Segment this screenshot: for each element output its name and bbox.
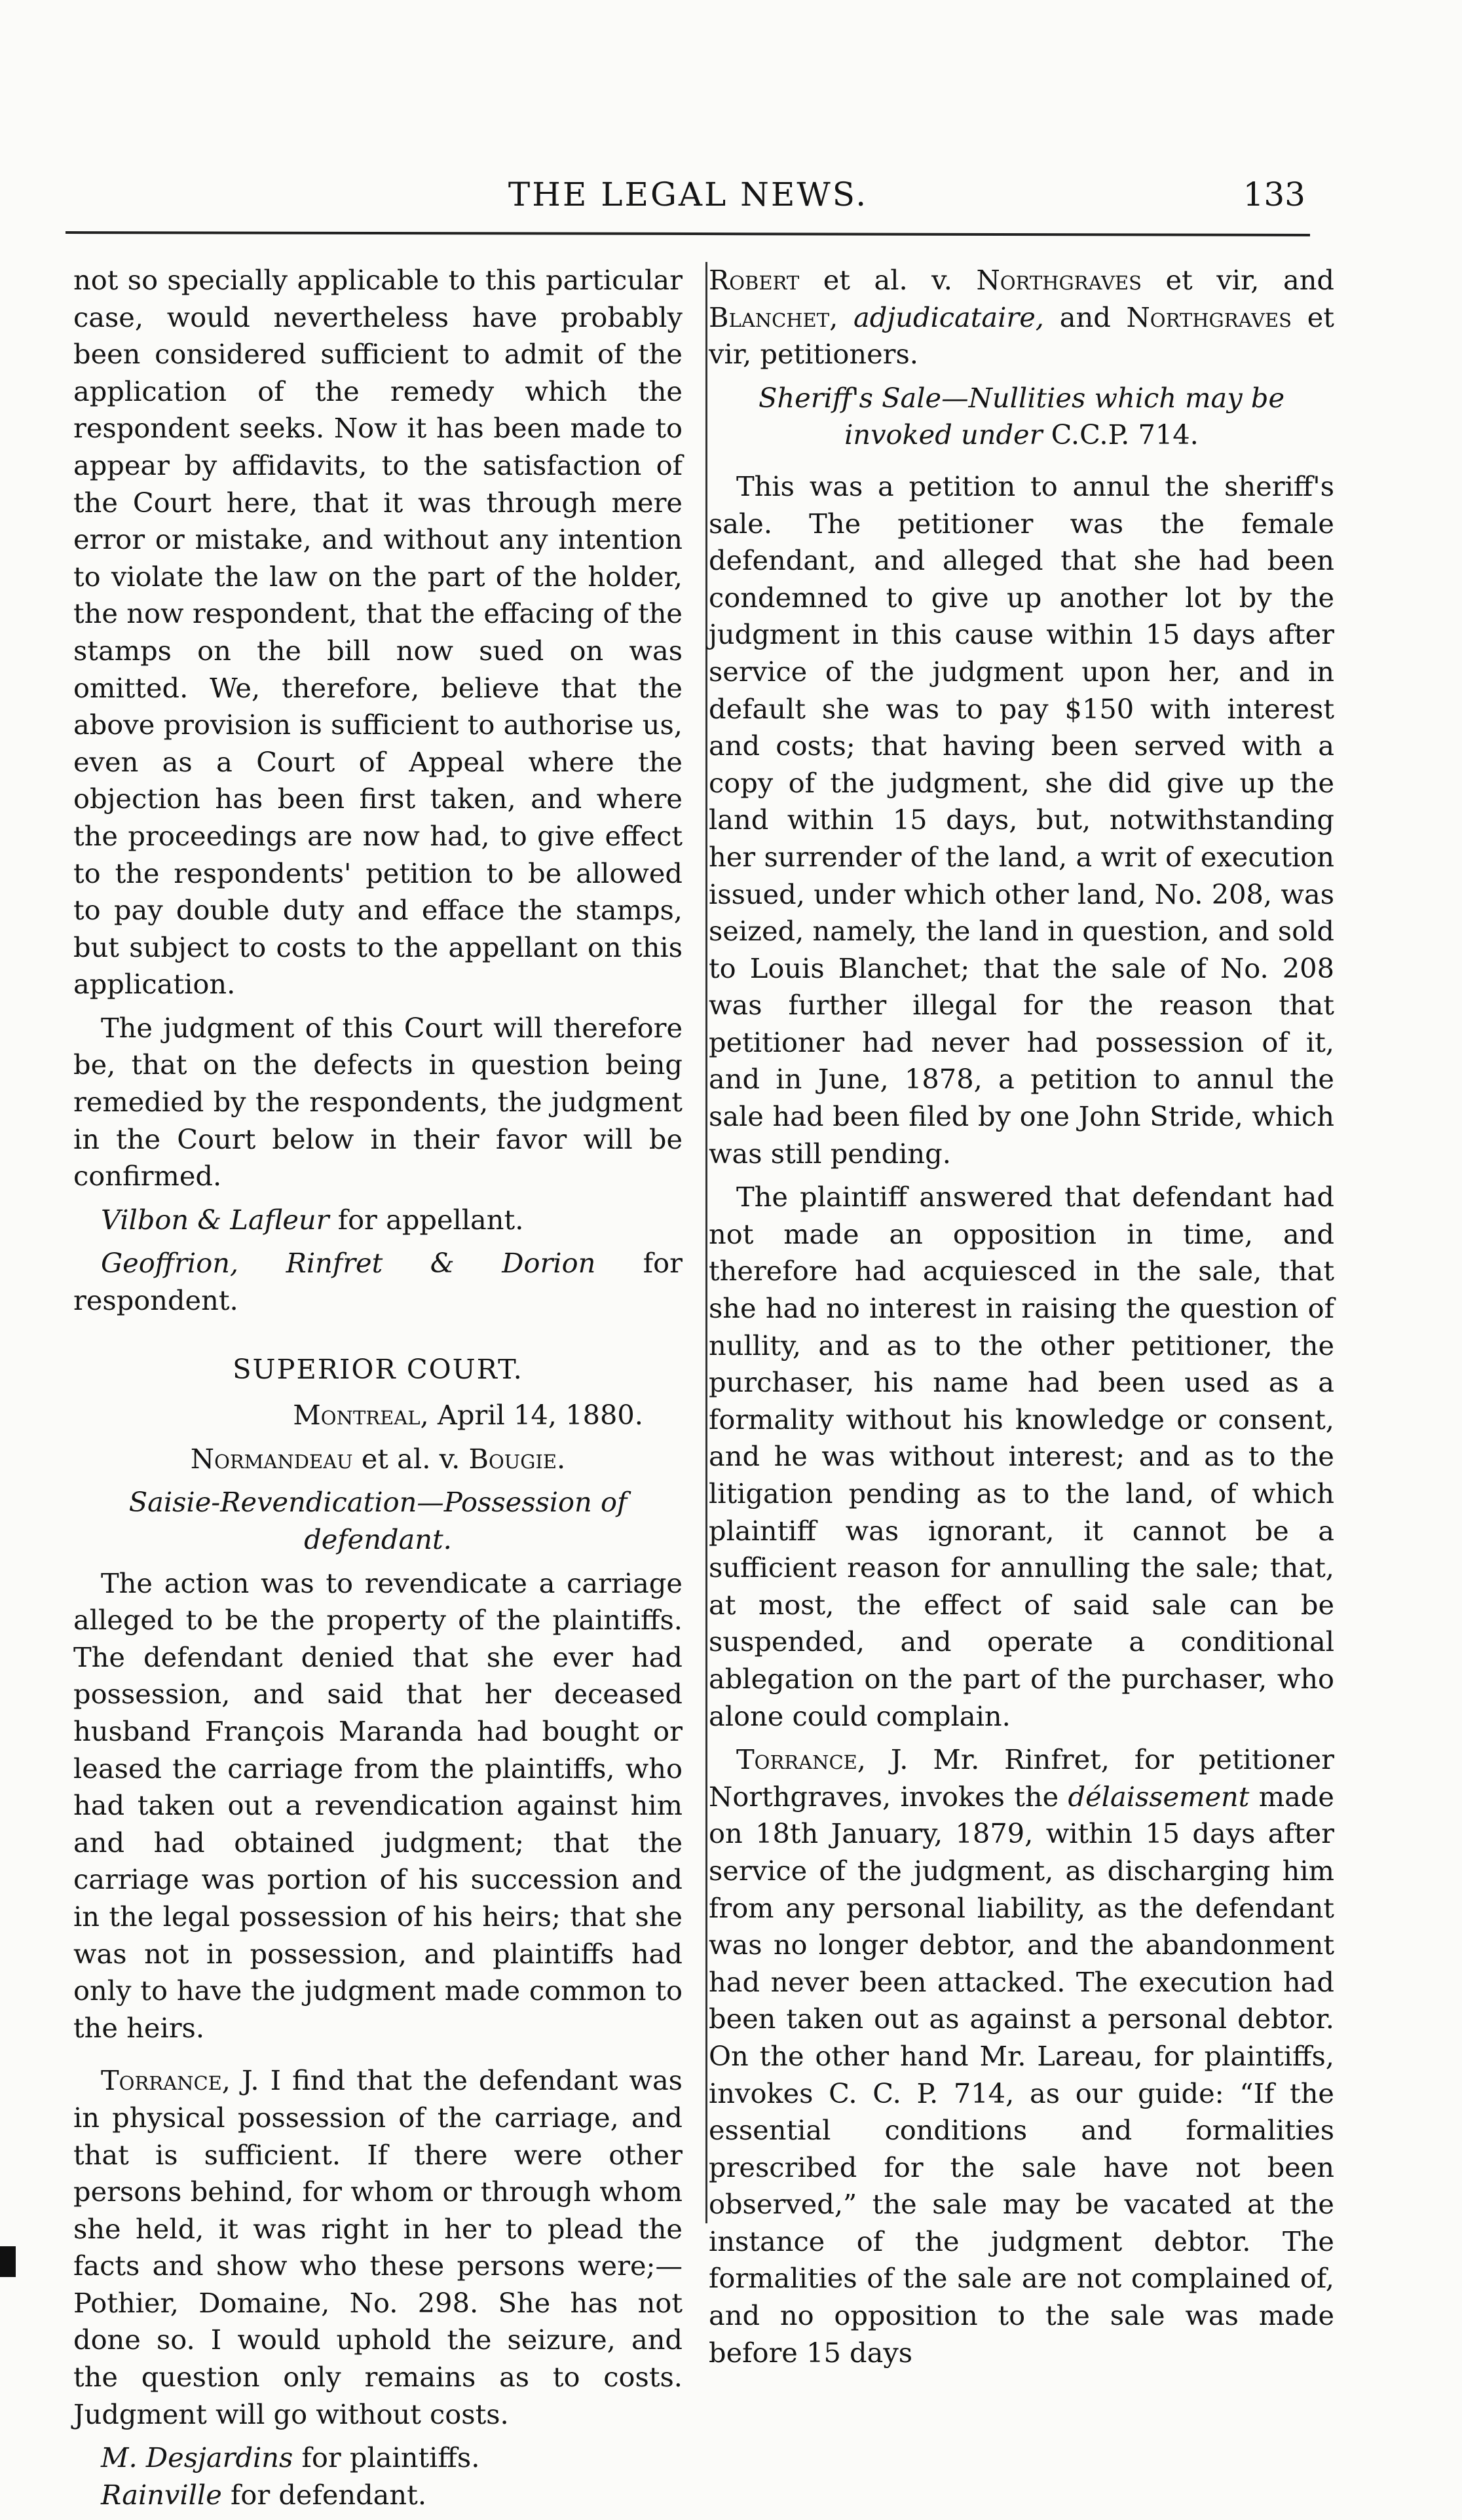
counsel-plaintiffs [73,2439,683,2477]
journal-title: THE LEGAL NEWS. [508,176,869,213]
left-paragraph-judgment: The judgment of this Court will therefore be, that on the defects in question being remedied by the respondents, the judgment in the Court below in their favor will be confirmed. [73,1011,683,1193]
headnote-code: C.C.P. 714. [1051,418,1199,451]
header-rule [66,231,1310,236]
scan-edge-mark [0,2246,16,2277]
case-parties-connector: et al. v. [361,1442,460,1475]
case-title-party-3: Blanchet, [709,301,838,333]
dateline-date: April 14, 1880. [437,1399,643,1432]
case-headnote: Saisie-Revendication—Possession of defendant. [128,1486,628,1555]
right-paragraph-petition: This was a petition to annul the sheriff's sale. The petitioner was the female defendant, and alleged that she had been condemned to give up another lot by the judgment in this cause within 15 days after service of the judgment upon her, and in default she was to pay $150 with interest and costs; that having been served with a copy of the judgment, she did give up the land within 15 days, but, notwithstanding her surrender of the land, a writ of execution issued, under which other land, No. 208, was seized, namely, the land in question, and sold to Louis Blanchet; that the sale of No. 208 was further illegal for the reason that petitioner had never had possession of it, and in June, 1878, a petition to annul the sale had been filed by one John Stride, which was still pending. [709,470,1334,1170]
case-party-defendant: Bougie. [468,1442,566,1475]
case-title-party-1: Robert [709,264,800,296]
counsel-defendant [73,2477,683,2514]
page-header [71,176,1305,221]
column-divider [705,262,707,2223]
case-title-role: adjudicataire, [853,301,1044,333]
headnote-text: Sheriff's Sale—Nullities which may be invoked under [758,381,1285,451]
case-title-petitioners: et vir, petitioners. [709,301,1334,371]
case-title-connector-2: et vir, and [1165,264,1334,296]
right-column [709,262,1334,2378]
counsel-plaintiffs-names: M. Desjardins [101,2441,293,2474]
case-parties [73,1441,683,1478]
dateline-place: Montreal, [293,1399,429,1432]
case-title-connector-1: et al. v. [823,264,952,296]
counsel-respondent-names: Geoffrion, Rinfret & Dorion [101,1247,596,1280]
counsel-respondent [73,1245,683,1319]
page-number: 133 [1243,176,1305,213]
judge-name-right: Torrance, J. [736,1743,909,1776]
ruling-text: I find that the defendant was in physical possession of the carriage, and that is sufficient. If there were other persons behind, for whom or through whom she held, it was right in her to plead the facts and show who these persons were;—Pothier, Domaine, No. 298. She has not done so. I would uphold the seizure, and the question only remains as to costs. Judgment will go without costs. [73,2064,683,2430]
counsel-appellant [73,1202,683,1239]
case-title-party-4: Northgraves [1126,301,1292,333]
right-paragraph-answer: The plaintiff answered that defendant had not made an opposition in time, and therefore had acquiesced in the sale, that she had no interest in raising the question of nullity, and as to the other petitioner, the purchaser, his name had been used as a formality without his knowledge or consent, and he was without interest; and as to the litigation pending as to the land, of which plaintiff was ignorant, it cannot be a sufficient reason for annulling the sale; that, at most, the effect of said sale can be suspended, and operate a conditional ablegation on the part of the purchaser, who alone could complain. [709,1181,1334,1732]
left-paragraph-ruling [73,2062,683,2433]
section-heading: SUPERIOR COURT. [233,1352,523,1385]
left-column [73,262,683,2520]
case-party-plaintiff: Normandeau [190,1442,353,1475]
left-paragraph-facts: The action was to revendicate a carriage alleged to be the property of the plaintiffs. The defendant denied that she ever had possession, and said that her deceased husband François Maranda had bought or leased the carriage from the plaintiffs, who had taken out a revendication against him and had obtained judgment; that the carriage was portion of his succession and in the legal possession of his heirs; that she was not in possession, and plaintiffs had only to have the judgment made common to the heirs. [73,1566,683,2044]
counsel-defendant-names: Rainville [101,2478,222,2511]
case-headnote-right [709,380,1334,454]
judgment-text-a: Mr. Rinfret, for petitioner Northgraves, invokes the [709,1743,1335,1813]
left-paragraph-continued: not so specially applicable to this particular case, would nevertheless have probably been considered sufficient to admit of the application of the remedy which the respondent seeks. Now it has been made to appear by affidavits, to the satisfaction of the Court here, that it was through mere error or mistake, and without any intention to violate the law on the part of the holder, the now respondent, that the effacing of the stamps on the bill now sued on was omitted. We, therefore, believe that the above provision is sufficient to authorise us, even as a Court of Appeal where the objection has been first taken, and where the proceedings are now had, to give effect to the respondents' petition to be allowed to pay double duty and efface the stamps, but subject to costs to the appellant on this application. [73,264,683,1001]
judgment-term: délaissement [1068,1780,1250,1813]
counsel-respondent-role: for respondent. [73,1247,683,1317]
case-title [709,262,1334,373]
case-title-connector-3: and [1059,301,1111,333]
dateline [73,1397,683,1434]
counsel-plaintiffs-role: for plaintiffs. [301,2441,480,2474]
counsel-defendant-role: for defendant. [230,2478,427,2511]
counsel-appellant-names: Vilbon & Lafleur [101,1203,329,1236]
case-title-party-2: Northgraves [976,264,1142,296]
counsel-appellant-role: for appellant. [337,1203,524,1236]
judge-name: Torrance, J. [101,2064,259,2097]
judgment-text-c: made on 18th January, 1879, within 15 days after service of the judgment, as discharging him from any personal liability, as the defendant was no longer debtor, and the abandonment had never been attacked. The execution had been taken out as against a personal debtor. On the other hand Mr. Lareau, for plaintiffs, invokes C. C. P. 714, as our guide: “If the essential conditions and formalities prescribed for the sale have not been observed,” the sale may be vacated at the instance of the judgment debtor. The formalities of the sale are not complained of, and no opposition to the sale was made before 15 days [709,1780,1334,2369]
